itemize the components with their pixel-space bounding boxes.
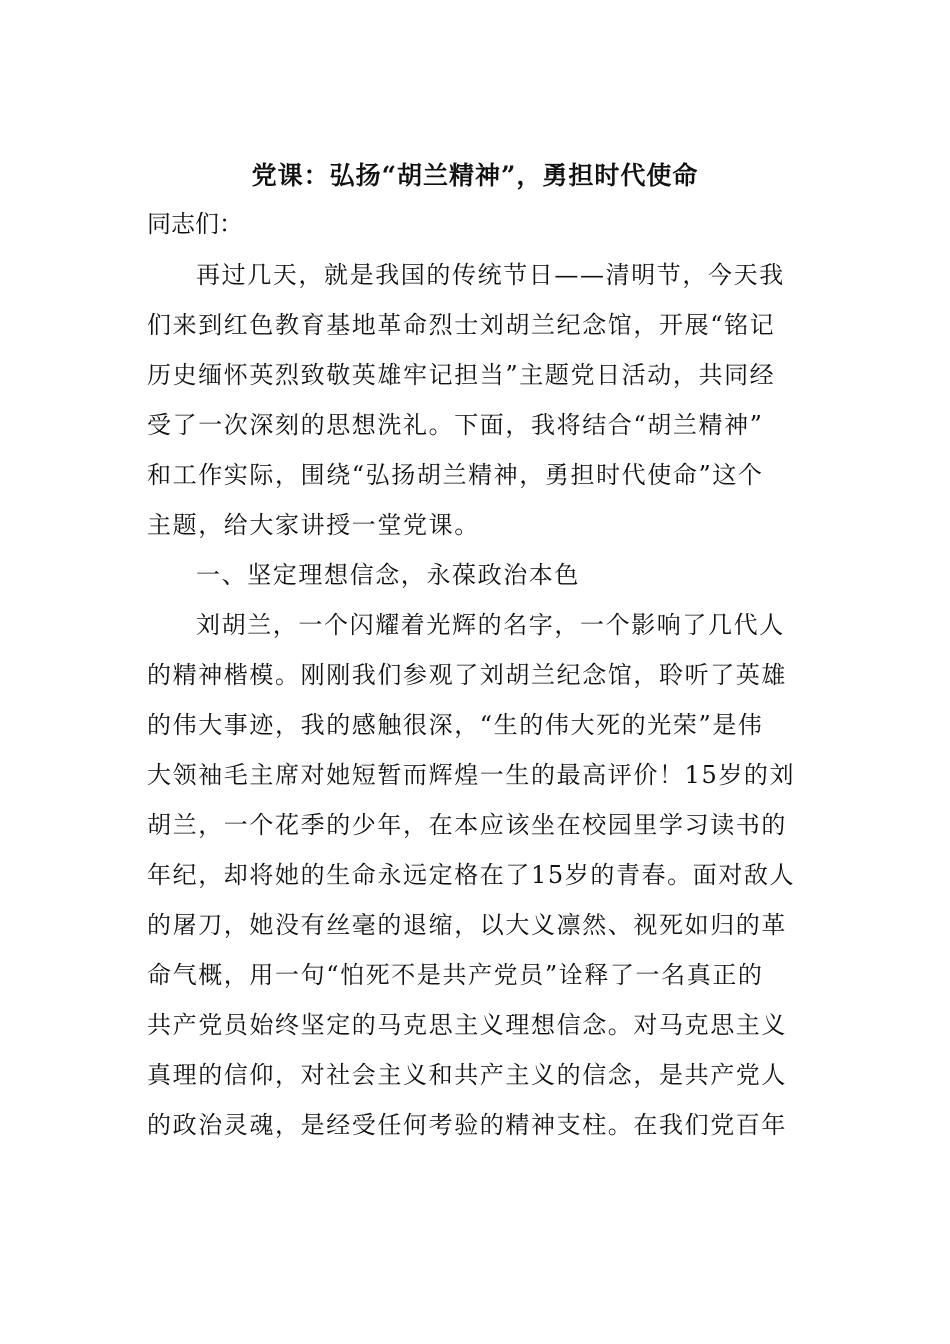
text-line-17: 真理的信仰，对社会主义和共产主义的信念，是共产党人 [147, 1061, 787, 1089]
document-title: 党课：弘扬“胡兰精神”，勇担时代使命 [251, 161, 699, 190]
salutation: 同志们： [147, 210, 243, 238]
section-heading: 一、坚定理想信念，永葆政治本色 [196, 561, 580, 589]
text-line-12: 胡兰，一个花季的少年，在本应该坐在校园里学习读书的 [147, 811, 787, 839]
text-line-11: 大领袖毛主席对她短暂而辉煌一生的最高评价！15岁的刘 [147, 761, 796, 789]
text-line-15: 命气概，用一句“怕死不是共产党员”诠释了一名真正的 [147, 961, 764, 989]
text-line-14: 的屠刀，她没有丝毫的退缩，以大义凛然、视死如归的革 [147, 911, 787, 939]
text-line-9: 的精神楷模。刚刚我们参观了刘胡兰纪念馆，聆听了英雄 [147, 661, 787, 689]
text-line-2: 们来到红色教育基地革命烈士刘胡兰纪念馆，开展“铭记 [147, 311, 776, 339]
text-line-4: 受了一次深刻的思想洗礼。下面，我将结合“胡兰精神” [147, 411, 764, 439]
text-line-6: 主题，给大家讲授一堂党课。 [147, 511, 480, 539]
text-line-8: 刘胡兰，一个闪耀着光辉的名字，一个影响了几代人 [196, 611, 785, 639]
text-line-5: 和工作实际，围绕“弘扬胡兰精神，勇担时代使命”这个 [147, 461, 764, 489]
text-line-10: 的伟大事迹，我的感触很深，“生的伟大死的光荣”是伟 [147, 711, 764, 739]
text-line-13: 年纪，却将她的生命永远定格在了15岁的青春。面对敌人 [147, 861, 796, 889]
text-line-1: 再过几天，就是我国的传统节日——清明节，今天我 [196, 261, 785, 289]
text-line-18: 的政治灵魂，是经受任何考验的精神支柱。在我们党百年 [147, 1111, 787, 1139]
text-line-16: 共产党员始终坚定的马克思主义理想信念。对马克思主义 [147, 1011, 787, 1039]
text-line-3: 历史缅怀英烈致敬英雄牢记担当”主题党日活动，共同经 [147, 361, 776, 389]
